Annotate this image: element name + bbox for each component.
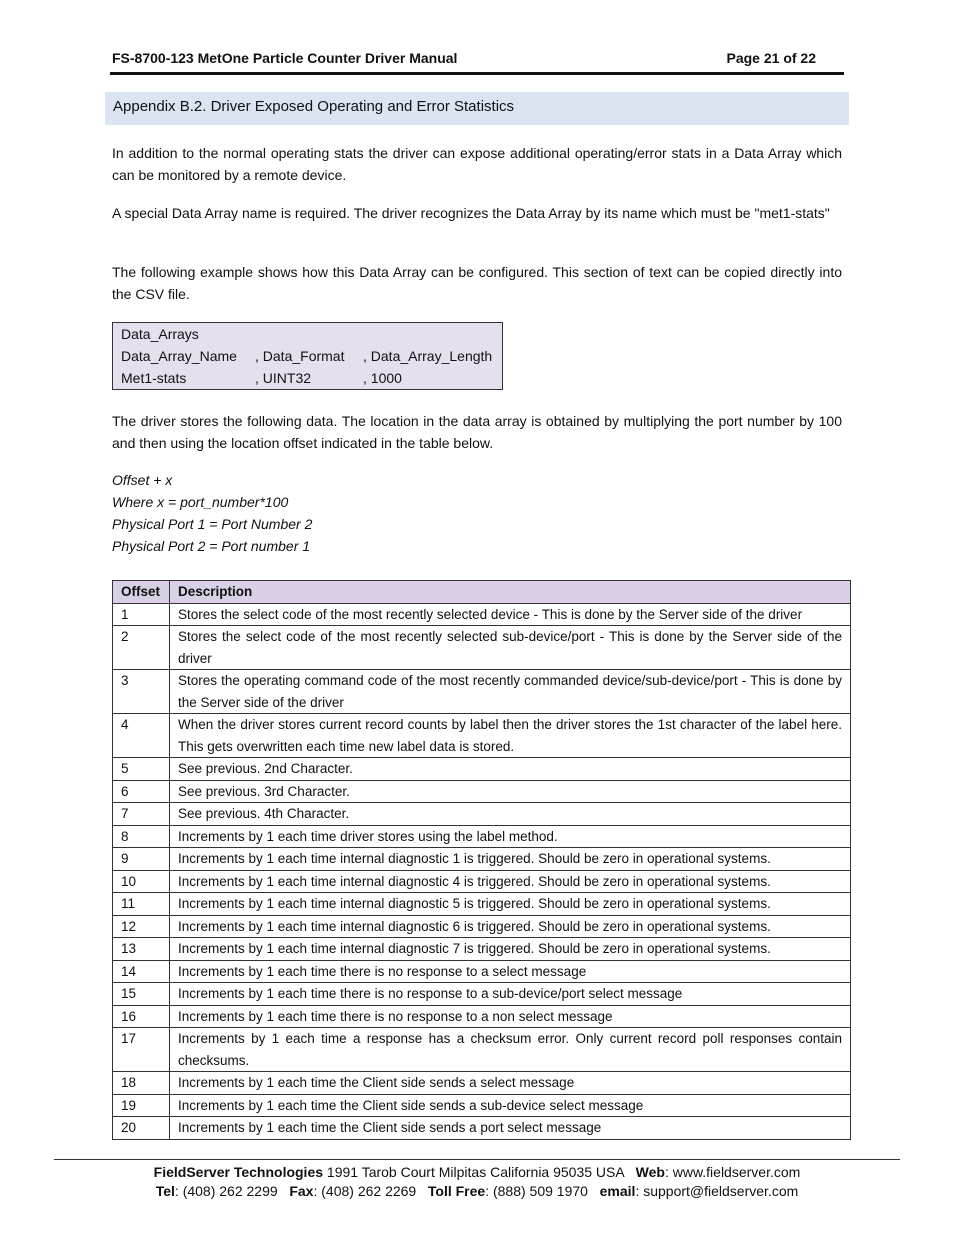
table-row bbox=[113, 1028, 851, 1072]
description-cell: When the driver stores current record counts by label then the driver stores the 1st character of the label here. This gets overwritten each time new label data is stored. bbox=[170, 714, 851, 758]
description-cell: Stores the select code of the most recently selected sub-device/port - This is done by the Server side of the driver bbox=[170, 626, 851, 670]
footer-email-label: email bbox=[599, 1183, 636, 1199]
offset-cell: 13 bbox=[113, 938, 170, 961]
footer-web-label: Web bbox=[635, 1164, 665, 1180]
offset-cell: 15 bbox=[113, 983, 170, 1006]
offset-cell: 20 bbox=[113, 1117, 170, 1140]
offset-cell: 10 bbox=[113, 870, 170, 893]
description-column-header: Description bbox=[170, 581, 851, 604]
footer-fax-label: Fax bbox=[289, 1183, 314, 1199]
offset-cell: 1 bbox=[113, 603, 170, 626]
description-cell: Increments by 1 each time there is no response to a select message bbox=[170, 960, 851, 983]
offset-column-header: Offset bbox=[113, 581, 170, 604]
description-cell: Increments by 1 each time internal diagnostic 4 is triggered. Should be zero in operational systems. bbox=[170, 870, 851, 893]
footer-tollfree-value: : (888) 509 1970 bbox=[485, 1183, 600, 1199]
data-location-paragraph: The driver stores the following data. The location in the data array is obtained by multiplying the port number by 100 and then using the location offset indicated in the table below. bbox=[112, 413, 842, 451]
table-row bbox=[113, 825, 851, 848]
page-header bbox=[112, 50, 844, 70]
footer-line-2 bbox=[0, 1181, 954, 1201]
header-divider bbox=[110, 72, 844, 75]
table-row bbox=[113, 670, 851, 714]
config-col-length: , Data_Array_Length bbox=[363, 348, 493, 364]
table-header-row bbox=[113, 581, 851, 604]
document-title: FS-8700-123 MetOne Particle Counter Driver Manual bbox=[112, 50, 458, 66]
offset-cell: 3 bbox=[113, 670, 170, 714]
offset-cell: 5 bbox=[113, 758, 170, 781]
offset-cell: 16 bbox=[113, 1005, 170, 1028]
formula-line-2: Where x = port_number*100 bbox=[112, 494, 289, 510]
config-value-format: , UINT32 bbox=[255, 370, 312, 386]
description-cell: Increments by 1 each time internal diagnostic 6 is triggered. Should be zero in operational systems. bbox=[170, 915, 851, 938]
offset-cell: 18 bbox=[113, 1072, 170, 1095]
table-row bbox=[113, 758, 851, 781]
description-cell: See previous. 3rd Character. bbox=[170, 780, 851, 803]
footer-line-1 bbox=[0, 1162, 954, 1182]
description-cell: Increments by 1 each time a response has a checksum error. Only current record poll responses contain checksums. bbox=[170, 1028, 851, 1072]
table-row bbox=[113, 714, 851, 758]
table-row bbox=[113, 893, 851, 916]
example-paragraph: The following example shows how this Data Array can be configured. This section of text can be copied directly into the CSV file. bbox=[112, 264, 842, 302]
table-row bbox=[113, 1094, 851, 1117]
name-requirement-paragraph: A special Data Array name is required. The driver recognizes the Data Array by its name which must be "met1-stats" bbox=[112, 205, 830, 221]
description-cell: Increments by 1 each time internal diagnostic 1 is triggered. Should be zero in operational systems. bbox=[170, 848, 851, 871]
description-cell: Stores the select code of the most recently selected device - This is done by the Server side of the driver bbox=[170, 603, 851, 626]
intro-paragraph: In addition to the normal operating stats the driver can expose additional operating/error stats in a Data Array which can be monitored by a remote device. bbox=[112, 145, 842, 183]
footer-address: 1991 Tarob Court Milpitas California 95035 USA bbox=[323, 1164, 636, 1180]
config-value-length: , 1000 bbox=[363, 370, 402, 386]
config-section-name: Data_Arrays bbox=[121, 326, 199, 342]
footer-fax-value: : (408) 262 2269 bbox=[313, 1183, 428, 1199]
table-row bbox=[113, 603, 851, 626]
footer-tel-label: Tel bbox=[155, 1183, 175, 1199]
description-cell: Increments by 1 each time the Client side sends a select message bbox=[170, 1072, 851, 1095]
description-cell: Increments by 1 each time there is no response to a non select message bbox=[170, 1005, 851, 1028]
offset-cell: 19 bbox=[113, 1094, 170, 1117]
description-cell: See previous. 2nd Character. bbox=[170, 758, 851, 781]
footer-tollfree-label: Toll Free bbox=[427, 1183, 486, 1199]
description-cell: Increments by 1 each time there is no response to a sub-device/port select message bbox=[170, 983, 851, 1006]
section-heading-band bbox=[105, 92, 849, 125]
description-cell: Increments by 1 each time internal diagnostic 5 is triggered. Should be zero in operational systems. bbox=[170, 893, 851, 916]
offset-cell: 7 bbox=[113, 803, 170, 826]
description-cell: Increments by 1 each time the Client side sends a sub-device select message bbox=[170, 1094, 851, 1117]
table-row bbox=[113, 803, 851, 826]
footer-divider bbox=[54, 1159, 900, 1160]
offset-cell: 6 bbox=[113, 780, 170, 803]
formula-line-4: Physical Port 2 = Port number 1 bbox=[112, 538, 311, 554]
footer-tel-value: : (408) 262 2299 bbox=[174, 1183, 290, 1199]
table-row bbox=[113, 1072, 851, 1095]
section-heading: Appendix B.2. Driver Exposed Operating and Error Statistics bbox=[113, 98, 515, 115]
description-cell: See previous. 4th Character. bbox=[170, 803, 851, 826]
description-cell: Increments by 1 each time internal diagnostic 7 is triggered. Should be zero in operational systems. bbox=[170, 938, 851, 961]
footer-web-link[interactable]: : www.fieldserver.com bbox=[664, 1164, 801, 1180]
offset-cell: 8 bbox=[113, 825, 170, 848]
config-value-name: Met1-stats bbox=[121, 370, 187, 386]
page-number: Page 21 of 22 bbox=[726, 50, 816, 66]
description-cell: Increments by 1 each time driver stores using the label method. bbox=[170, 825, 851, 848]
table-row bbox=[113, 870, 851, 893]
table-row bbox=[113, 1005, 851, 1028]
table-row bbox=[113, 626, 851, 670]
offset-cell: 14 bbox=[113, 960, 170, 983]
footer-company: FieldServer Technologies bbox=[153, 1164, 324, 1180]
table-row bbox=[113, 848, 851, 871]
table-row bbox=[113, 938, 851, 961]
offset-cell: 12 bbox=[113, 915, 170, 938]
table-body bbox=[113, 603, 851, 1139]
config-col-format: , Data_Format bbox=[255, 348, 345, 364]
config-example-box bbox=[112, 322, 503, 390]
table-row bbox=[113, 983, 851, 1006]
offset-cell: 4 bbox=[113, 714, 170, 758]
offset-cell: 9 bbox=[113, 848, 170, 871]
footer-email-link[interactable]: : support@fieldserver.com bbox=[635, 1183, 799, 1199]
offset-formula bbox=[112, 469, 312, 557]
table-row bbox=[113, 915, 851, 938]
offset-cell: 17 bbox=[113, 1028, 170, 1072]
description-cell: Stores the operating command code of the most recently commanded device/sub-device/port - This is done by the Server side of the driver bbox=[170, 670, 851, 714]
table-row bbox=[113, 780, 851, 803]
formula-line-3: Physical Port 1 = Port Number 2 bbox=[112, 516, 313, 532]
table-row bbox=[113, 1117, 851, 1140]
offset-cell: 11 bbox=[113, 893, 170, 916]
config-col-name: Data_Array_Name bbox=[121, 348, 237, 364]
description-cell: Increments by 1 each time the Client side sends a port select message bbox=[170, 1117, 851, 1140]
statistics-table bbox=[112, 580, 851, 1140]
offset-cell: 2 bbox=[113, 626, 170, 670]
formula-line-1: Offset + x bbox=[112, 472, 173, 488]
table-row bbox=[113, 960, 851, 983]
